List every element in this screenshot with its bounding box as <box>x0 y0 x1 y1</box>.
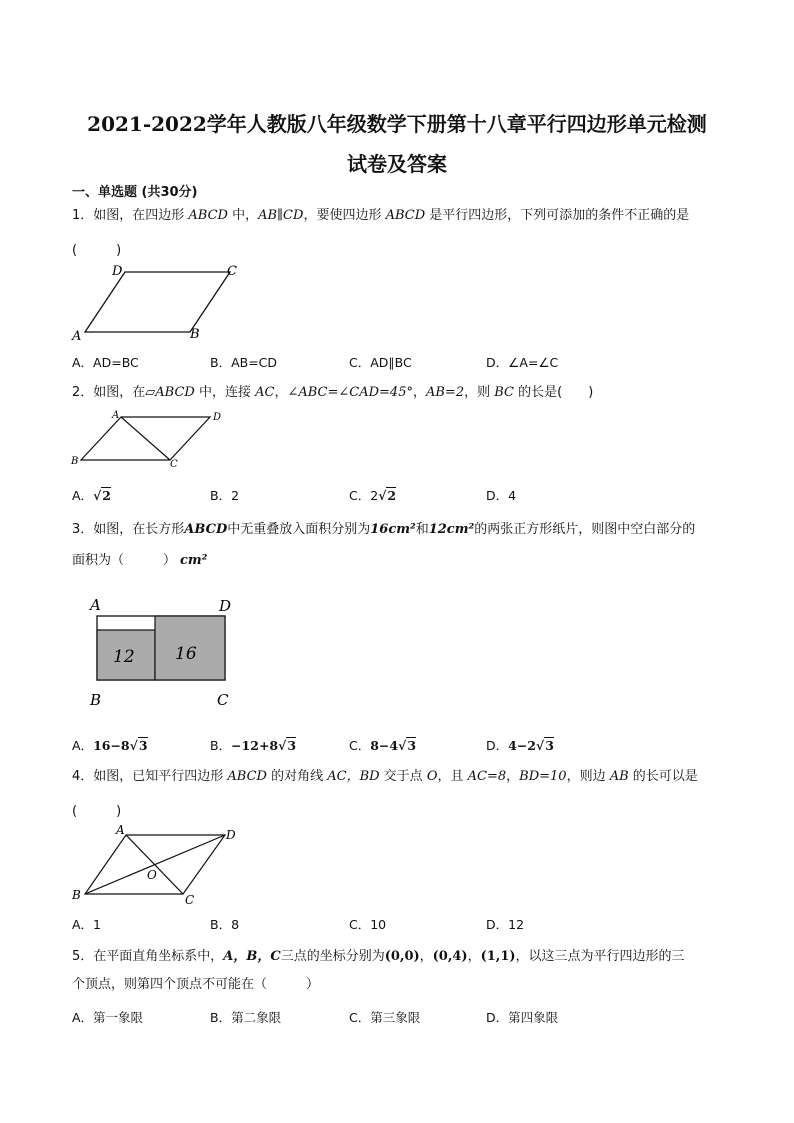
q2-label-d: D <box>213 412 222 423</box>
q3-label-16: 16 <box>175 644 197 664</box>
doc-title-line1: 2021-2022学年人教版八年级数学下册第十八章平行四边形单元检测 <box>87 112 707 136</box>
q1-stem: 1．如图，在四边形 ABCD 中，AB∥CD，要使四边形 ABCD 是平行四边形，下列可添加的条件不正确的是 <box>72 208 690 223</box>
q3-label-d: D <box>219 597 232 615</box>
q1-label-d: D <box>112 264 123 279</box>
section-heading: 一、单选题 (共30分) <box>72 185 198 200</box>
q1-parallelogram <box>85 272 230 332</box>
q4-label-c: C <box>185 893 195 907</box>
q5-stem-line2: 个顶点，则第四个顶点不可能在（ ） <box>72 977 320 992</box>
q3-options <box>72 736 772 756</box>
q5-option-a[interactable]: A．第一象限 <box>72 1010 144 1025</box>
q3-stem: 3．如图，在长方形ABCD中无重叠放入面积分别为16cm²和12cm²的两张正方形纸片，则图中空白部分的 <box>72 522 696 537</box>
q1-label-c: C <box>227 264 237 279</box>
q4-label-d: D <box>226 828 236 842</box>
q2-option-b[interactable]: B．2 <box>210 488 240 503</box>
q4-figure <box>70 822 245 910</box>
q1-figure <box>70 262 245 344</box>
q5-option-b[interactable]: B．第二象限 <box>210 1010 282 1025</box>
q4-option-a[interactable]: A．1 <box>72 917 102 932</box>
q1-option-b[interactable]: B．AB=CD <box>210 355 278 370</box>
q3-stem-line2: 面积为（ ） cm² <box>72 553 208 568</box>
q2-option-d[interactable]: D．4 <box>486 488 517 503</box>
q1-label-a: A <box>72 329 82 344</box>
q2-options <box>72 486 772 506</box>
q4-option-c[interactable]: C．10 <box>349 917 387 932</box>
q3-figure <box>86 593 246 711</box>
q2-diagonal-ac <box>121 417 170 460</box>
q3-label-b: B <box>90 691 102 709</box>
q1-option-c[interactable]: C．AD∥BC <box>349 355 412 370</box>
q2-option-a[interactable]: A．√2 <box>72 488 111 503</box>
q2-label-b: B <box>71 456 79 467</box>
q3-option-c[interactable]: C．8−4√3 <box>349 738 417 753</box>
q4-option-d[interactable]: D．12 <box>486 917 525 932</box>
q5-options <box>72 1008 772 1028</box>
q1-label-b: B <box>190 327 200 342</box>
q4-options <box>72 915 772 935</box>
q4-label-o: O <box>147 868 157 882</box>
doc-title-line2: 试卷及答案 <box>347 152 447 176</box>
q1-option-d[interactable]: D．∠A=∠C <box>486 355 559 370</box>
q1-answer-paren: ( ) <box>72 243 122 258</box>
q3-option-a[interactable]: A．16−8√3 <box>72 738 148 753</box>
q4-label-b: B <box>72 888 81 902</box>
q2-figure <box>70 408 230 470</box>
q2-label-c: C <box>170 459 178 470</box>
q3-label-a: A <box>90 596 101 614</box>
q4-answer-paren: ( ) <box>72 804 122 819</box>
q2-stem: 2．如图，在▱ABCD 中，连接 AC，∠ABC=∠CAD=45°，AB=2，则 BC 的长是( ) <box>72 385 594 400</box>
q2-option-c[interactable]: C．2√2 <box>349 488 397 503</box>
q5-stem: 5．在平面直角坐标系中，A，B，C三点的坐标分别为(0,0)，(0,4)，(1,1)，以这三点为平行四边形的三 <box>72 949 685 964</box>
q1-options <box>72 353 772 373</box>
q4-stem: 4．如图，已知平行四边形 ABCD 的对角线 AC，BD 交于点 O，且 AC=8，BD=10，则边 AB 的长可以是 <box>72 769 698 784</box>
q1-option-a[interactable]: A．AD=BC <box>72 355 139 370</box>
q5-option-c[interactable]: C．第三象限 <box>349 1010 421 1025</box>
q5-option-d[interactable]: D．第四象限 <box>486 1010 559 1025</box>
q2-label-a: A <box>112 410 120 421</box>
q3-label-c: C <box>217 691 229 709</box>
q3-label-12: 12 <box>113 647 135 667</box>
q4-option-b[interactable]: B．8 <box>210 917 240 932</box>
q4-label-a: A <box>116 823 125 837</box>
q3-option-b[interactable]: B．−12+8√3 <box>210 738 297 753</box>
q3-option-d[interactable]: D．4−2√3 <box>486 738 554 753</box>
